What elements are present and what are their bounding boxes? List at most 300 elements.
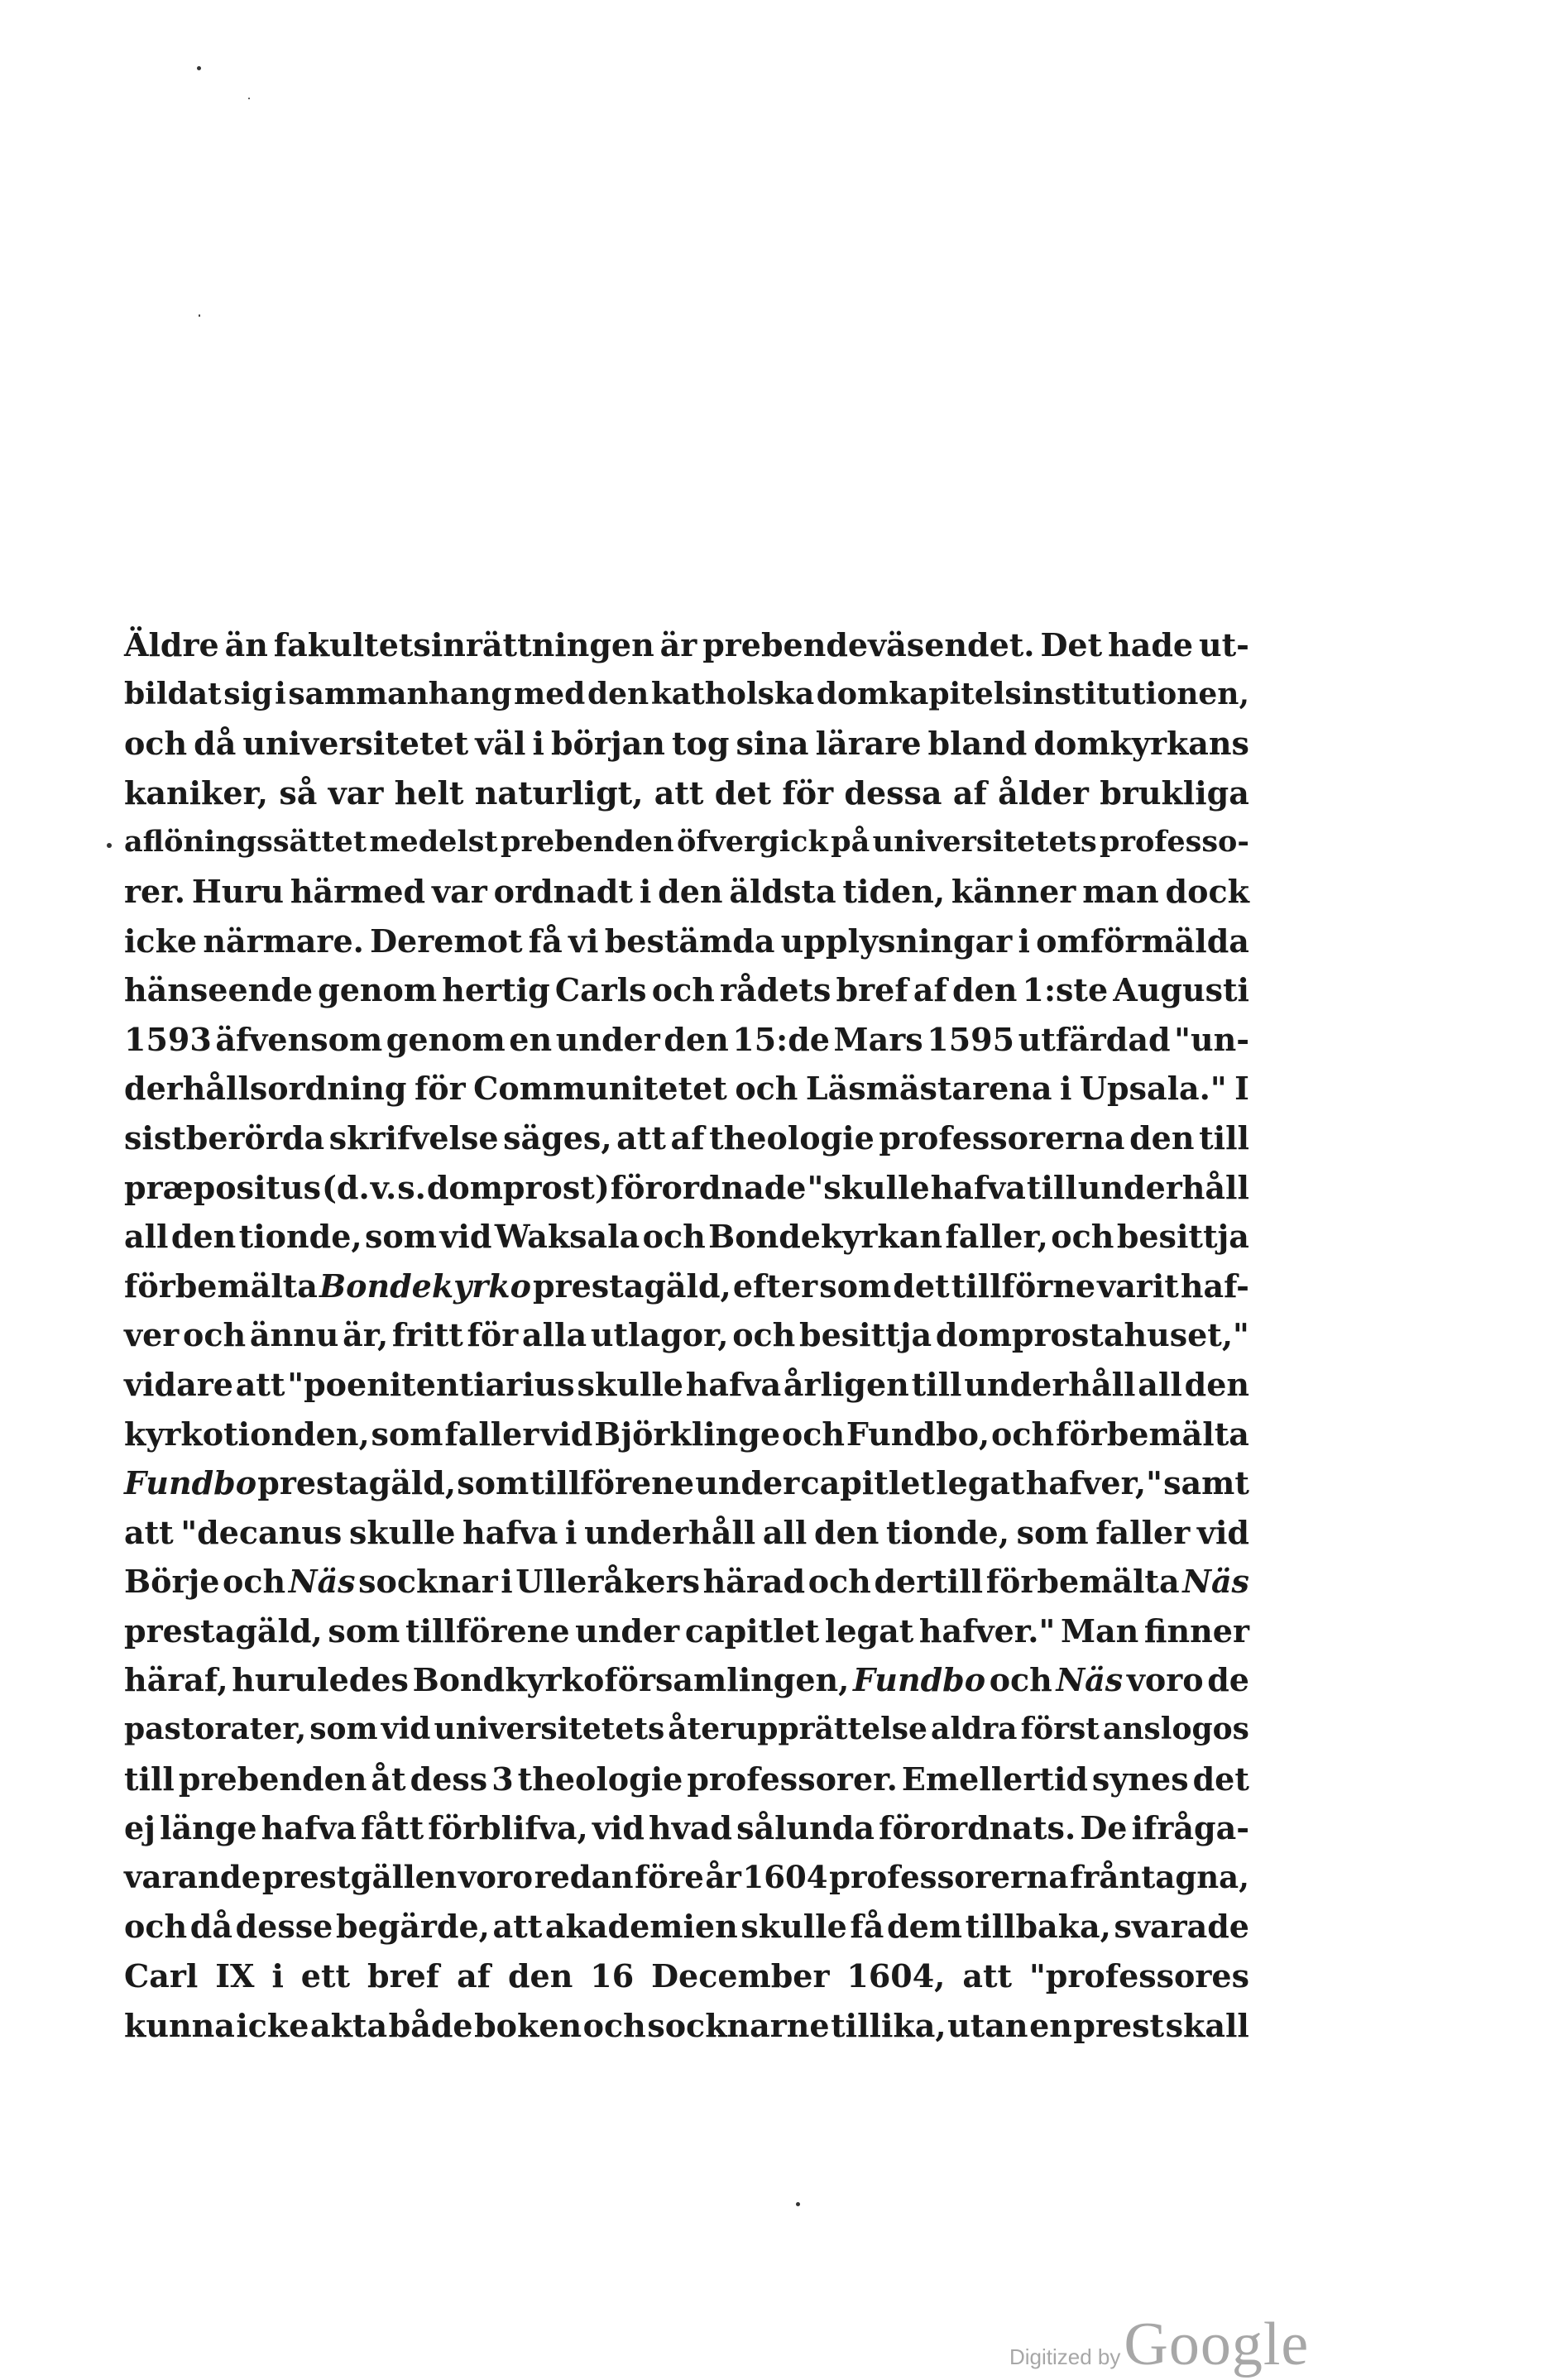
word: boken <box>474 2006 582 2044</box>
word: det <box>1192 1760 1249 1798</box>
word: äldsta <box>729 872 836 910</box>
digitized-by-google-watermark <box>1009 2310 1309 2376</box>
word: under <box>575 1611 680 1650</box>
word: ännu <box>249 1316 339 1354</box>
text-line <box>124 1803 1249 1853</box>
text-line <box>124 769 1249 818</box>
word: man <box>1082 872 1159 910</box>
text-line <box>124 965 1249 1015</box>
word: Deremot <box>370 922 523 960</box>
word: aflöningssättet <box>124 825 367 860</box>
word: tillförene <box>405 1611 570 1650</box>
word: dess <box>410 1760 488 1798</box>
word: ver <box>124 1316 180 1354</box>
word: återupprättelse <box>668 1712 927 1747</box>
word: begärde, <box>335 1908 490 1946</box>
word: dem <box>887 1908 962 1946</box>
word: den <box>664 1020 729 1058</box>
word: säges, <box>503 1118 612 1156</box>
word: Näs <box>288 1563 356 1601</box>
text-line <box>124 1360 1249 1410</box>
word: rådets <box>720 971 832 1009</box>
text-line <box>124 2001 1249 2051</box>
word: få <box>850 1908 884 1946</box>
word: att <box>962 1957 1013 1995</box>
word: "poenitentiarius <box>287 1365 575 1403</box>
text-line <box>124 1853 1249 1903</box>
word: I <box>1234 1070 1249 1108</box>
word: årligen <box>783 1365 909 1403</box>
text-line <box>124 917 1249 966</box>
word: 3 <box>491 1760 514 1798</box>
word: aldra <box>931 1712 1018 1747</box>
word: först <box>1020 1712 1100 1747</box>
dust-speck <box>248 98 250 99</box>
word: tiden, <box>842 872 946 910</box>
word: "professores <box>1028 1957 1249 1995</box>
word: 1595 <box>927 1020 1015 1058</box>
word: ifråga- <box>1131 1809 1249 1847</box>
word: än <box>224 626 268 663</box>
word: Ulleråkers <box>515 1563 701 1601</box>
word: äfvensom <box>215 1020 383 1058</box>
word: fråntagna, <box>1069 1858 1249 1895</box>
text-line <box>124 1951 1249 2001</box>
text-line <box>124 620 1249 670</box>
word: faller <box>1095 1513 1191 1551</box>
text-line <box>124 1262 1249 1311</box>
word: prestgällen <box>261 1858 458 1895</box>
word: alla <box>521 1316 587 1354</box>
word: i <box>275 676 286 711</box>
text-line <box>124 1705 1249 1755</box>
word: fritt <box>391 1316 463 1354</box>
word: år <box>705 1858 741 1895</box>
word: hade <box>1108 626 1194 663</box>
word: universitetet <box>242 725 469 763</box>
word: all <box>762 1513 808 1551</box>
word: hafva <box>685 1365 782 1403</box>
google-logo: Google <box>1124 2311 1310 2378</box>
word: icke <box>124 922 198 960</box>
word: på <box>831 825 870 860</box>
word: socknarne <box>647 2006 830 2044</box>
word: och <box>735 1070 798 1108</box>
word: brukliga <box>1100 773 1249 812</box>
word: December <box>651 1957 830 1995</box>
word: vi <box>568 922 599 960</box>
word: universitetets <box>434 1712 665 1747</box>
word: sistberörda <box>124 1118 325 1156</box>
word: derhållsordning <box>124 1070 407 1108</box>
word: öfvergick <box>676 825 828 860</box>
word: som <box>1016 1513 1089 1551</box>
word: är, <box>343 1316 389 1354</box>
word: 1:ste <box>1022 971 1109 1009</box>
word: utan <box>947 2006 1028 2044</box>
word: en <box>1029 2006 1072 2044</box>
word: hertig <box>442 971 550 1009</box>
word: den <box>170 1218 237 1256</box>
word: sålunda <box>736 1809 875 1847</box>
word: under <box>695 1464 800 1502</box>
word: kunna <box>124 2006 235 2044</box>
word: (d. <box>321 1168 370 1206</box>
word: sammanhang <box>288 676 512 711</box>
word: då <box>189 1908 232 1946</box>
dust-speck <box>197 66 201 70</box>
word: förordnats. <box>879 1809 1076 1847</box>
text-line <box>124 1755 1249 1804</box>
text-line <box>124 817 1249 867</box>
word: utlagor, <box>590 1316 729 1354</box>
word: Waksala <box>494 1218 640 1256</box>
word: bildat <box>124 676 222 711</box>
word: capitlet <box>800 1464 935 1502</box>
word: "skulle <box>807 1168 930 1206</box>
word: underhåll <box>964 1365 1136 1403</box>
word: bestämda <box>604 922 775 960</box>
word: som <box>457 1464 530 1502</box>
word: utfärdad <box>1018 1020 1171 1058</box>
word: det <box>893 1267 950 1305</box>
word: samt <box>1163 1464 1249 1502</box>
word: domprostahuset," <box>935 1316 1249 1354</box>
word: 1604, <box>846 1957 946 1995</box>
word: skulle <box>348 1513 456 1551</box>
word: och <box>124 1908 188 1946</box>
word: helt <box>394 773 464 812</box>
word: att <box>492 1908 543 1946</box>
word: katholska <box>650 676 815 711</box>
word: ut- <box>1198 626 1249 663</box>
word: prestagäld, <box>124 1611 323 1650</box>
word: 16 <box>590 1957 635 1995</box>
word: efter <box>732 1267 818 1305</box>
word: som <box>328 1611 400 1650</box>
word: bland <box>927 725 1028 763</box>
word: lärare <box>815 725 922 763</box>
word: sina <box>736 725 809 763</box>
word: Augusti <box>1113 971 1249 1009</box>
word: bref <box>836 971 908 1009</box>
word: och <box>1051 1218 1114 1256</box>
word: både <box>388 2006 473 2044</box>
word: i <box>1059 1070 1072 1108</box>
word: voro <box>1126 1661 1204 1699</box>
text-line <box>124 1310 1249 1360</box>
word: dock <box>1165 872 1249 910</box>
text-line <box>124 670 1249 720</box>
word: capitlet <box>684 1611 820 1650</box>
word: var <box>328 773 384 812</box>
word: och <box>651 971 715 1009</box>
word: professorer. <box>687 1760 898 1798</box>
word: få <box>528 922 563 960</box>
word: var <box>432 872 487 910</box>
word: Carl <box>124 1957 199 1995</box>
text-line <box>124 1113 1249 1163</box>
word: genom <box>318 971 438 1009</box>
word: före <box>635 1858 704 1895</box>
word: skall <box>1165 2006 1249 2044</box>
text-line <box>124 1607 1249 1656</box>
word: 15:de <box>732 1020 830 1058</box>
word: upplysningar <box>780 922 1013 960</box>
word: Bondekyrkan <box>708 1218 942 1256</box>
word: hafva <box>462 1513 558 1551</box>
word: theologie <box>517 1760 683 1798</box>
word: Mars <box>833 1020 923 1058</box>
word: i <box>501 1563 513 1601</box>
word: vid <box>1196 1513 1249 1551</box>
word: i <box>532 725 544 763</box>
word: vid <box>592 1809 645 1847</box>
word: till <box>124 1760 175 1798</box>
word: vid <box>439 1218 492 1256</box>
word: de <box>1207 1661 1249 1699</box>
text-line <box>124 1902 1249 1951</box>
word: af <box>952 773 987 812</box>
word: hafva <box>261 1809 357 1847</box>
word: den <box>658 872 723 910</box>
word: af <box>913 971 947 1009</box>
word: och <box>124 725 188 763</box>
word: Carls <box>554 971 647 1009</box>
word: all <box>1138 1365 1182 1403</box>
word: början <box>550 725 665 763</box>
word: "decanus <box>180 1513 343 1551</box>
word: prestagäld, <box>257 1464 457 1502</box>
word: Näs <box>1056 1661 1124 1699</box>
text-line <box>124 1015 1249 1065</box>
word: hvad <box>649 1809 732 1847</box>
word: dertill <box>874 1563 984 1601</box>
word: förbemälta <box>985 1563 1180 1601</box>
word: känner <box>951 872 1076 910</box>
word: af <box>457 1957 491 1995</box>
word: som <box>365 1218 437 1256</box>
word: af <box>670 1118 705 1156</box>
text-line <box>124 1163 1249 1213</box>
word: faller <box>444 1415 539 1453</box>
word: "un- <box>1174 1020 1249 1058</box>
word: åt <box>371 1760 406 1798</box>
word: i <box>564 1513 578 1551</box>
word: universitetets <box>872 825 1097 860</box>
watermark-prefix: Digitized by <box>1009 2344 1121 2369</box>
word: genom <box>386 1020 506 1058</box>
word: varit <box>1097 1267 1179 1305</box>
word: hafva <box>930 1168 1026 1206</box>
word: vidare <box>124 1365 233 1403</box>
word: præpositus <box>124 1168 321 1206</box>
word: den <box>814 1513 879 1551</box>
word: hänseende <box>124 971 313 1009</box>
word: tillika, <box>831 2006 947 2044</box>
text-line <box>124 1064 1249 1113</box>
word: professorerna <box>829 1858 1069 1895</box>
word: Fundbo <box>124 1464 257 1502</box>
word: fått <box>361 1809 424 1847</box>
word: tog <box>671 725 730 763</box>
word: Huru <box>191 872 285 910</box>
word: som <box>819 1267 892 1305</box>
word: som <box>371 1415 443 1453</box>
word: Äldre <box>124 626 219 663</box>
word: härmed <box>290 872 426 910</box>
word: legat <box>936 1464 1025 1502</box>
word: den <box>587 676 649 711</box>
word: dessa <box>844 773 942 812</box>
word: för <box>414 1070 466 1108</box>
text-line <box>124 1410 1249 1459</box>
word: pastorater, <box>124 1712 307 1747</box>
word: bref <box>367 1957 440 1995</box>
word: prebendeväsendet. <box>702 626 1035 663</box>
word: och <box>781 1415 845 1453</box>
word: Fundbo <box>853 1661 986 1699</box>
body-text <box>124 620 1249 2050</box>
word: besittja <box>799 1316 932 1354</box>
word: akta <box>309 2006 388 2044</box>
word: hafver," <box>1025 1464 1162 1502</box>
word: är <box>659 626 697 663</box>
text-line <box>124 1655 1249 1705</box>
word: legat <box>824 1611 914 1650</box>
word: och <box>582 2006 646 2044</box>
word: i <box>639 872 652 910</box>
word: fakultetsinrättningen <box>273 626 654 663</box>
word: professo- <box>1100 825 1249 860</box>
word: att <box>124 1513 174 1551</box>
word: Upsala." <box>1079 1070 1227 1108</box>
word: härad <box>702 1563 806 1601</box>
word: för <box>467 1316 519 1354</box>
word: häraf, <box>124 1661 228 1699</box>
word: att <box>616 1118 666 1156</box>
word: akademien <box>544 1908 738 1946</box>
word: länge <box>160 1809 257 1847</box>
word: redan <box>534 1858 634 1895</box>
word: tillförne <box>951 1267 1096 1305</box>
word: med <box>514 676 586 711</box>
word: som <box>309 1712 378 1747</box>
word: anslogos <box>1103 1712 1249 1747</box>
word: förbemälta <box>124 1267 318 1305</box>
word: då <box>194 725 237 763</box>
word: Näs <box>1182 1563 1249 1601</box>
word: den <box>1184 1365 1249 1403</box>
word: faller, <box>945 1218 1048 1256</box>
word: hafver." <box>918 1611 1056 1650</box>
word: och <box>989 1661 1052 1699</box>
word: och <box>183 1316 247 1354</box>
dust-speck <box>796 2202 800 2206</box>
word: svarade <box>1114 1908 1249 1946</box>
word: icke <box>236 2006 309 2044</box>
word: prestagäld, <box>533 1267 731 1305</box>
word: kaniker, <box>124 773 269 812</box>
word: den <box>1129 1118 1195 1156</box>
word: kyrkotionden, <box>124 1415 370 1453</box>
word: och <box>991 1415 1055 1453</box>
text-line <box>124 719 1249 769</box>
word: så <box>279 773 318 812</box>
word: vid <box>540 1415 593 1453</box>
word: domkyrkans <box>1033 725 1249 763</box>
word: medelst <box>369 825 498 860</box>
word: under <box>555 1020 660 1058</box>
word: huruledes <box>232 1661 409 1699</box>
word: den <box>507 1957 573 1995</box>
word: besittja <box>1116 1218 1249 1256</box>
word: ej <box>124 1809 156 1847</box>
word: till <box>1199 1118 1249 1156</box>
word: vid <box>381 1712 431 1747</box>
word: omförmälda <box>1036 922 1249 960</box>
word: theologie <box>709 1118 875 1156</box>
word: v. <box>370 1168 397 1206</box>
word: Man <box>1060 1611 1139 1650</box>
word: domprost) <box>426 1168 610 1206</box>
word: 1593 <box>124 1020 212 1058</box>
word: den <box>951 971 1018 1009</box>
word: all <box>124 1218 169 1256</box>
word: för <box>782 773 834 812</box>
text-line <box>124 1508 1249 1558</box>
word: tillförene <box>530 1464 694 1502</box>
word: Björklinge <box>594 1415 781 1453</box>
dust-speck <box>199 314 200 317</box>
word: väl <box>475 725 526 763</box>
word: Bondkyrkoförsamlingen, <box>412 1661 850 1699</box>
word: tillbaka, <box>965 1908 1111 1946</box>
text-line <box>124 1212 1249 1262</box>
word: finner <box>1143 1611 1249 1650</box>
word: ett <box>300 1957 351 1995</box>
word: desse <box>235 1908 333 1946</box>
word: naturligt, <box>474 773 644 812</box>
word: tionde, <box>886 1513 1009 1551</box>
word: tionde, <box>238 1218 362 1256</box>
word: förblifva, <box>428 1809 588 1847</box>
word: rer. <box>124 872 185 910</box>
word: att <box>235 1365 285 1403</box>
word: prebenden <box>178 1760 367 1798</box>
word: i <box>1018 922 1030 960</box>
text-line <box>124 1458 1249 1508</box>
word: skrifvelse <box>328 1118 499 1156</box>
word: det <box>714 773 772 812</box>
word: Det <box>1040 626 1103 663</box>
word: till <box>911 1365 962 1403</box>
word: ålder <box>998 773 1089 812</box>
word: och <box>732 1316 796 1354</box>
word: professorerna <box>879 1118 1125 1156</box>
word: Läsmästarena <box>805 1070 1052 1108</box>
word: och <box>223 1563 286 1601</box>
word: och <box>642 1218 706 1256</box>
word: varande <box>124 1858 261 1895</box>
word: underhåll <box>584 1513 756 1551</box>
word: IX <box>215 1957 255 1995</box>
word: domkapitelsinstitutionen, <box>816 676 1249 711</box>
word: i <box>271 1957 284 1995</box>
word: ordnadt <box>493 872 633 910</box>
word: sig <box>223 676 273 711</box>
word: att <box>654 773 704 812</box>
